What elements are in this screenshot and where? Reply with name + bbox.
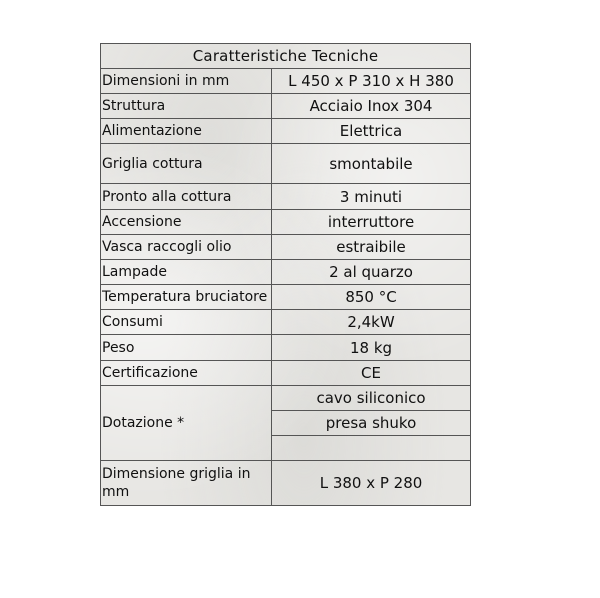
table-row <box>101 461 471 506</box>
spec-label: Peso <box>101 335 272 361</box>
spec-label: Temperatura bruciatore <box>101 285 272 310</box>
spec-value: L 380 x P 280 <box>272 461 471 506</box>
spec-label: Certificazione <box>101 361 272 386</box>
spec-label: Consumi <box>101 310 272 335</box>
spec-label: Dimensione griglia in mm <box>101 461 272 506</box>
table-row <box>101 119 471 144</box>
table-row-dotazione <box>101 386 471 411</box>
spec-value: Elettrica <box>272 119 471 144</box>
table-row <box>101 144 471 184</box>
spec-value: smontabile <box>272 144 471 184</box>
spec-value: 2 al quarzo <box>272 260 471 285</box>
spec-label: Accensione <box>101 210 272 235</box>
table-row <box>101 310 471 335</box>
dotazione-value <box>272 436 471 461</box>
spec-value: 18 kg <box>272 335 471 361</box>
specifications-table <box>100 43 471 506</box>
spec-label: Struttura <box>101 94 272 119</box>
spec-label: Lampade <box>101 260 272 285</box>
table-row <box>101 361 471 386</box>
dotazione-value: cavo siliconico <box>272 386 471 411</box>
table-row <box>101 210 471 235</box>
dotazione-label: Dotazione * <box>101 386 272 461</box>
spec-label: Alimentazione <box>101 119 272 144</box>
table-row <box>101 69 471 94</box>
spec-label: Pronto alla cottura <box>101 184 272 210</box>
spec-value: 2,4kW <box>272 310 471 335</box>
table-row <box>101 94 471 119</box>
table-row <box>101 285 471 310</box>
table-header-row <box>101 44 471 69</box>
spec-label: Vasca raccogli olio <box>101 235 272 260</box>
table-row <box>101 184 471 210</box>
spec-value: L 450 x P 310 x H 380 <box>272 69 471 94</box>
table-title: Caratteristiche Tecniche <box>101 44 471 69</box>
spec-value: 3 minuti <box>272 184 471 210</box>
spec-value: interruttore <box>272 210 471 235</box>
spec-value: Acciaio Inox 304 <box>272 94 471 119</box>
spec-value: CE <box>272 361 471 386</box>
spec-value: estraibile <box>272 235 471 260</box>
table-row <box>101 235 471 260</box>
table-row <box>101 260 471 285</box>
spec-value: 850 °C <box>272 285 471 310</box>
dotazione-value: presa shuko <box>272 411 471 436</box>
table-row <box>101 335 471 361</box>
spec-label: Griglia cottura <box>101 144 272 184</box>
spec-label: Dimensioni in mm <box>101 69 272 94</box>
